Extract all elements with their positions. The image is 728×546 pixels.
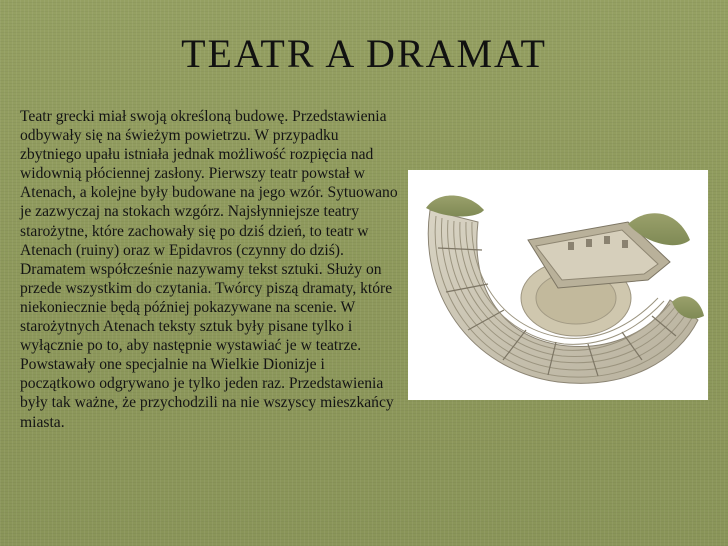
paragraph-drama: Dramatem współcześnie nazywamy tekst sztuki. Służy on przede wszystkim do czytania. Twórcy piszą dramaty, które niekoniecznie będą później pokazywane na scenie. W starożytnych Atenach teksty sztuk były pisane tylko i wyłącznie po to, aby następnie wystawiać je w teatrze. Powstawały one specjalnie na Wielkie Dionizje i początkowo odgrywano je tylko jeden raz. Przedstawienia były tak ważne, że przychodzili na nie wszyscy mieszkańcy miasta. (20, 260, 394, 431)
slide-body-text (20, 107, 402, 432)
greek-theatre-image (408, 170, 708, 400)
paragraph-theatre: Teatr grecki miał swoją określoną budowę. Przedstawienia odbywały się na świeżym powietrzu. W przypadku zbytniego upału istniała jednak możliwość rozpięcia nad widownią płóciennej zasłony. Pierwszy teatr powstał w Atenach, a kolejne były budowane na jego wzór. Sytuowano je zazwyczaj na stokach wzgórz. Najsłynniejsze teatry starożytne, które zachowały się po dziś dzień, to teatr w Atenach (ruiny) oraz w Epidavros (czynny do dziś). (20, 108, 398, 259)
greek-theatre-illustration (408, 170, 708, 400)
slide-title: TEATR A DRAMAT (181, 31, 547, 76)
